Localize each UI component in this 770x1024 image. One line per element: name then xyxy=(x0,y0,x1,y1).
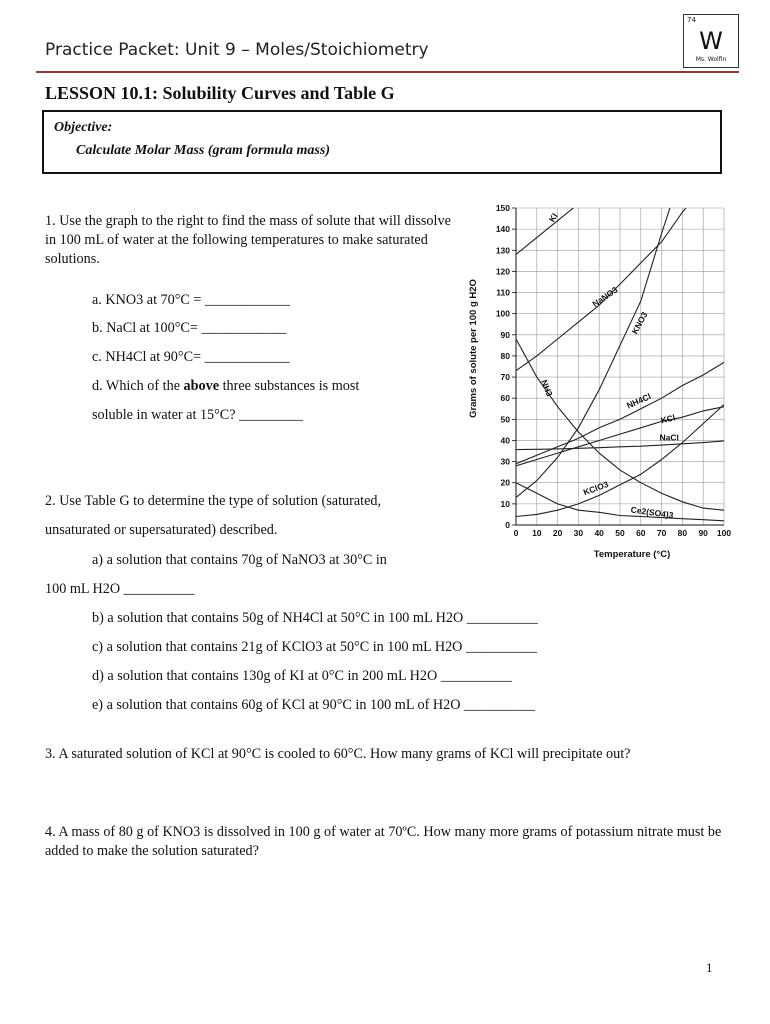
series-label-nacl: NaCl xyxy=(659,432,679,443)
objective-label: Objective: xyxy=(54,120,113,135)
y-tick-label: 80 xyxy=(500,350,510,361)
y-tick-label: 90 xyxy=(500,329,510,340)
y-tick-label: 40 xyxy=(500,435,510,446)
lesson-title: LESSON 10.1: Solubility Curves and Table G xyxy=(45,83,395,103)
q1-d-bold: above xyxy=(183,378,220,394)
x-tick-label: 50 xyxy=(615,528,625,538)
y-axis-title: Grams of solute per 100 g H2O xyxy=(468,279,479,418)
q2-a-line2: 100 mL H2O __________ xyxy=(45,581,195,597)
series-label-kclo3: KClO3 xyxy=(581,479,610,498)
y-tick-label: 70 xyxy=(500,372,510,383)
q2-prompt-1: 2. Use Table G to determine the type of solution (saturated, xyxy=(45,493,382,509)
q1-d xyxy=(92,378,359,395)
page-number: 1 xyxy=(706,960,713,975)
x-tick-label: 90 xyxy=(698,528,708,538)
q4: 4. A mass of 80 g of KNO3 is dissolved in 100 g of water at 70ºC. How many more grams of potassium nitrate must be added to make the solution saturated? xyxy=(45,824,722,859)
q1-b: b. NaCl at 100°C= ____________ xyxy=(92,320,287,336)
y-tick-label: 0 xyxy=(505,520,510,530)
x-axis-title: Temperature (°C) xyxy=(593,549,671,560)
element-logo xyxy=(683,14,739,68)
y-tick-label: 100 xyxy=(495,308,510,319)
x-tick-label: 10 xyxy=(532,528,542,538)
q2-c: c) a solution that contains 21g of KClO3 at 50°C in 100 mL H2O __________ xyxy=(92,639,537,655)
solubility-chart xyxy=(462,198,752,570)
q2-a-line1: a) a solution that contains 70g of NaNO3 at 30°C in xyxy=(92,552,387,568)
q1-d-post: three substances is most xyxy=(219,378,360,394)
q1-c: c. NH4Cl at 90°C= ____________ xyxy=(92,349,290,365)
q1-d-pre: d. Which of the xyxy=(92,378,184,394)
y-tick-label: 60 xyxy=(500,393,510,404)
series-label-nano3: NaNO3 xyxy=(590,284,620,309)
q2-d: d) a solution that contains 130g of KI at 0°C in 200 mL H2O __________ xyxy=(92,668,512,684)
x-tick-label: 80 xyxy=(677,528,688,538)
x-tick-label: 20 xyxy=(552,528,563,538)
y-tick-label: 10 xyxy=(500,498,510,509)
x-tick-label: 60 xyxy=(636,528,646,538)
y-tick-label: 120 xyxy=(495,266,510,277)
q2-b: b) a solution that contains 50g of NH4Cl at 50°C in 100 mL H2O __________ xyxy=(92,610,538,626)
logo-number: 74 xyxy=(687,16,696,24)
series-label-kno3: KNO3 xyxy=(629,310,650,336)
logo-symbol: W xyxy=(699,27,723,55)
x-tick-label: 100 xyxy=(716,528,732,538)
y-tick-label: 130 xyxy=(495,245,510,256)
y-tick-label: 50 xyxy=(500,414,510,425)
x-tick-label: 0 xyxy=(513,528,519,538)
series-label-kcl: KCl xyxy=(659,412,677,426)
q1-prompt: 1. Use the graph to the right to find the mass of solute that will dissolve in 100 mL of water at the following temperatures to make saturated solutions. xyxy=(45,213,451,267)
q2-prompt-2: unsaturated or supersaturated) described. xyxy=(45,522,278,538)
y-tick-label: 140 xyxy=(495,224,510,235)
objective-box xyxy=(42,110,722,174)
objective-text: Calculate Molar Mass (gram formula mass) xyxy=(76,143,330,158)
x-tick-label: 40 xyxy=(594,528,604,538)
y-tick-label: 30 xyxy=(500,456,510,467)
y-tick-label: 150 xyxy=(495,203,510,213)
series-label-nh4cl: NH4Cl xyxy=(625,391,653,411)
series-label-ki: KI xyxy=(546,211,560,224)
series-label-nh3: NH3 xyxy=(539,378,555,398)
q1-a: a. KNO3 at 70°C = ____________ xyxy=(92,292,291,308)
header-rule xyxy=(36,71,739,73)
q3: 3. A saturated solution of KCl at 90°C is cooled to 60°C. How many grams of KCl will precipitate out? xyxy=(45,746,631,762)
logo-name: Ms. Wolfin xyxy=(695,56,727,63)
x-tick-label: 30 xyxy=(573,528,584,538)
q2-e: e) a solution that contains 60g of KCl at 90°C in 100 mL of H2O __________ xyxy=(92,697,535,713)
header-title: Practice Packet: Unit 9 – Moles/Stoichiometry xyxy=(45,40,429,60)
y-tick-label: 20 xyxy=(500,477,510,488)
y-tick-label: 110 xyxy=(496,287,510,298)
q1-d-line2: soluble in water at 15°C? _________ xyxy=(92,407,303,423)
series-label-ce2so43: Ce2(SO4)3 xyxy=(630,504,675,521)
x-tick-label: 70 xyxy=(656,528,667,538)
